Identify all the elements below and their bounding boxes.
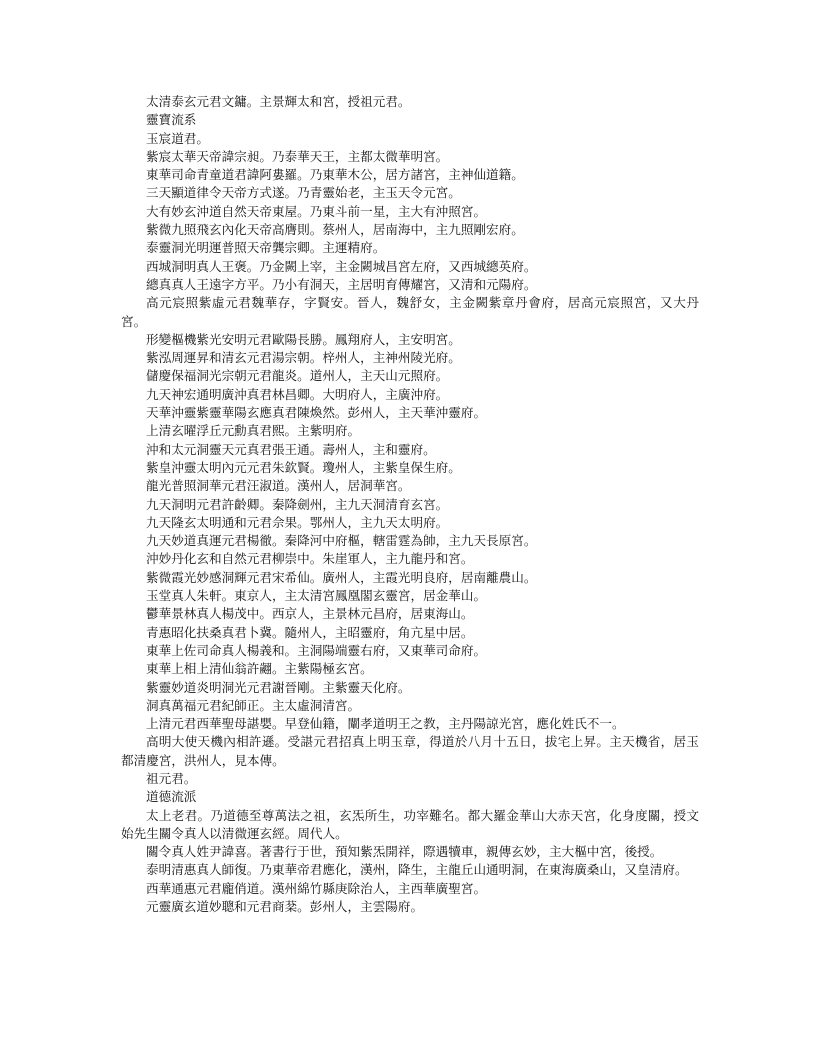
text-paragraph: 太上老君。乃道德至尊萬法之祖，玄炁所生，功宰難名。都大羅金華山大赤天宮，化身度關，授文始先生關令真人以清微運玄經。周代人。 — [121, 807, 699, 841]
text-line: 鬱華景林真人楊茂中。西京人，主景林元昌府，居東海山。 — [146, 606, 474, 622]
text-line: 元靈廣玄道妙聰和元君商棻。彭州人，主雲陽府。 — [146, 899, 424, 915]
text-line: 形變樞機紫光安明元君歐陽長勝。鳳翔府人，主安明宮。 — [146, 331, 461, 347]
text-line: 太清泰玄元君文鏞。主景輝太和宮，授祖元君。 — [146, 94, 411, 109]
text-line: 西城洞明真人王褒。乃金闕上宰，主金闕城昌宮左府，又西城總英府。 — [146, 258, 537, 274]
text-line: 玉宸道君。 — [146, 130, 209, 146]
text-line: 紫皇沖靈太明內元元君朱欽賢。瓊州人，主紫皇保生府。 — [146, 459, 461, 475]
text-line: 紫宸太華天帝諱宗昶。乃泰華天王，主都太微華明宮。 — [146, 148, 449, 164]
text-paragraph: 高明大使天機內相許遜。受諶元君招真上明玉章，得道於八月十五日，拔宅上昇。主天機省，居玉都清慶宮，洪州人，見本傳。 — [121, 734, 699, 768]
text-line: 沖和太元洞靈天元真君張王通。壽州人，主和靈府。 — [146, 441, 436, 457]
section-heading: 靈寶流系 — [146, 112, 197, 128]
text-line: 九天神宏通明廣沖真君林昌卿。大明府人，主廣沖府。 — [146, 386, 449, 402]
text-line: 上清元君西華聖母諶嬰。早登仙籍，闡孝道明王之教，主丹陽諒光宮，應化姓氏不一。 — [146, 716, 625, 732]
text-line: 東華上佐司命真人楊義和。主洞陽端靈右府，又東華司命府。 — [146, 642, 487, 658]
text-line: 西華通惠元君龐俏道。漢州綿竹縣庚除治人，主西華廣聖宮。 — [146, 880, 487, 896]
text-paragraph: 關令真人姓尹諱喜。著書行于世，預知紫炁開祥，際遇犢車，親傳玄妙，主大樞中宮，後授。 — [146, 844, 663, 860]
text-line: 上清玄曜浮丘元勳真君熙。主紫明府。 — [146, 423, 361, 439]
text-line: 九天洞明元君許齡卿。秦降劍州，主九天洞清育玄宮。 — [146, 496, 449, 512]
text-line: 紫靈妙道炎明洞光元君謝晉剛。主紫靈天化府。 — [146, 679, 411, 695]
text-line: 洞真萬福元君紀師正。主太虛洞清宮。 — [146, 697, 361, 713]
text-paragraph: 泰明清惠真人師復。乃東華帝君應化，漢州，降生，主龍丘山通明洞，在東海廣桑山，又皇清府。 — [146, 862, 688, 878]
document-page — [121, 93, 699, 916]
text-paragraph: 高元宸照紫虛元君魏華存，字賢安。晉人，魏舒女，主金闕紫章丹會府，居高元宸照宮，又大丹宮。 — [121, 295, 699, 329]
text-line: 東華司命青童道君諱阿婁羅。乃東華木公，居方諸宮，主神仙道籍。 — [146, 167, 524, 183]
text-line: 九天妙道真運元君楊徹。秦降河中府樞，轄雷霆為帥，主九天長原宮。 — [146, 533, 537, 549]
text-line: 祖元君。 — [146, 770, 197, 786]
text-line: 玉堂真人朱軒。東京人，主太清宮鳳凰閣玄靈宮，居金華山。 — [146, 588, 487, 604]
section-heading: 道德流派 — [146, 789, 197, 805]
text-line: 青惠昭化扶桑真君卜冀。隨州人，主昭靈府，角亢星中居。 — [146, 624, 474, 640]
text-line: 大有妙玄沖道自然天帝東屋。乃東斗前一星，主大有沖照宮。 — [146, 203, 487, 219]
text-line: 東華上相上清仙翁許翽。主紫陽極玄宮。 — [146, 661, 373, 677]
text-line: 沖妙丹化玄和自然元君柳崇中。朱崖軍人，主九龍丹和宮。 — [146, 551, 474, 567]
text-line: 龍光普照洞華元君汪淑道。漢州人，居洞華宮。 — [146, 478, 411, 494]
text-line: 天華沖靈紫靈華陽玄應真君陳煥然。彭州人，主天華沖靈府。 — [146, 405, 487, 421]
text-line: 紫泓周運昇和清玄元君湯宗朝。梓州人，主神州陵光府。 — [146, 350, 461, 366]
text-line: 紫微霞光妙感洞輝元君宋希仙。廣州人，主霞光明良府，居南離農山。 — [146, 569, 537, 585]
text-line: 紫微九照飛玄內化天帝高膺則。蔡州人，居南海中，主九照剛宏府。 — [146, 222, 524, 238]
text-line: 九天隆玄太明通和元君佘果。鄂州人，主九天太明府。 — [146, 514, 449, 530]
text-line: 泰靈洞光明運普照天帝龔宗卿。主運精府。 — [146, 240, 386, 256]
text-line: 三天顯道律令天帝方式遂。乃青靈始老，主玉天令元宮。 — [146, 185, 461, 201]
text-line: 總真真人王遠字方平。乃小有洞天，主居明育傳耀宮，又清和元陽府。 — [146, 276, 537, 292]
text-line: 儲慶保福洞光宗朝元君龍炎。道州人，主天山元照府。 — [146, 368, 449, 384]
